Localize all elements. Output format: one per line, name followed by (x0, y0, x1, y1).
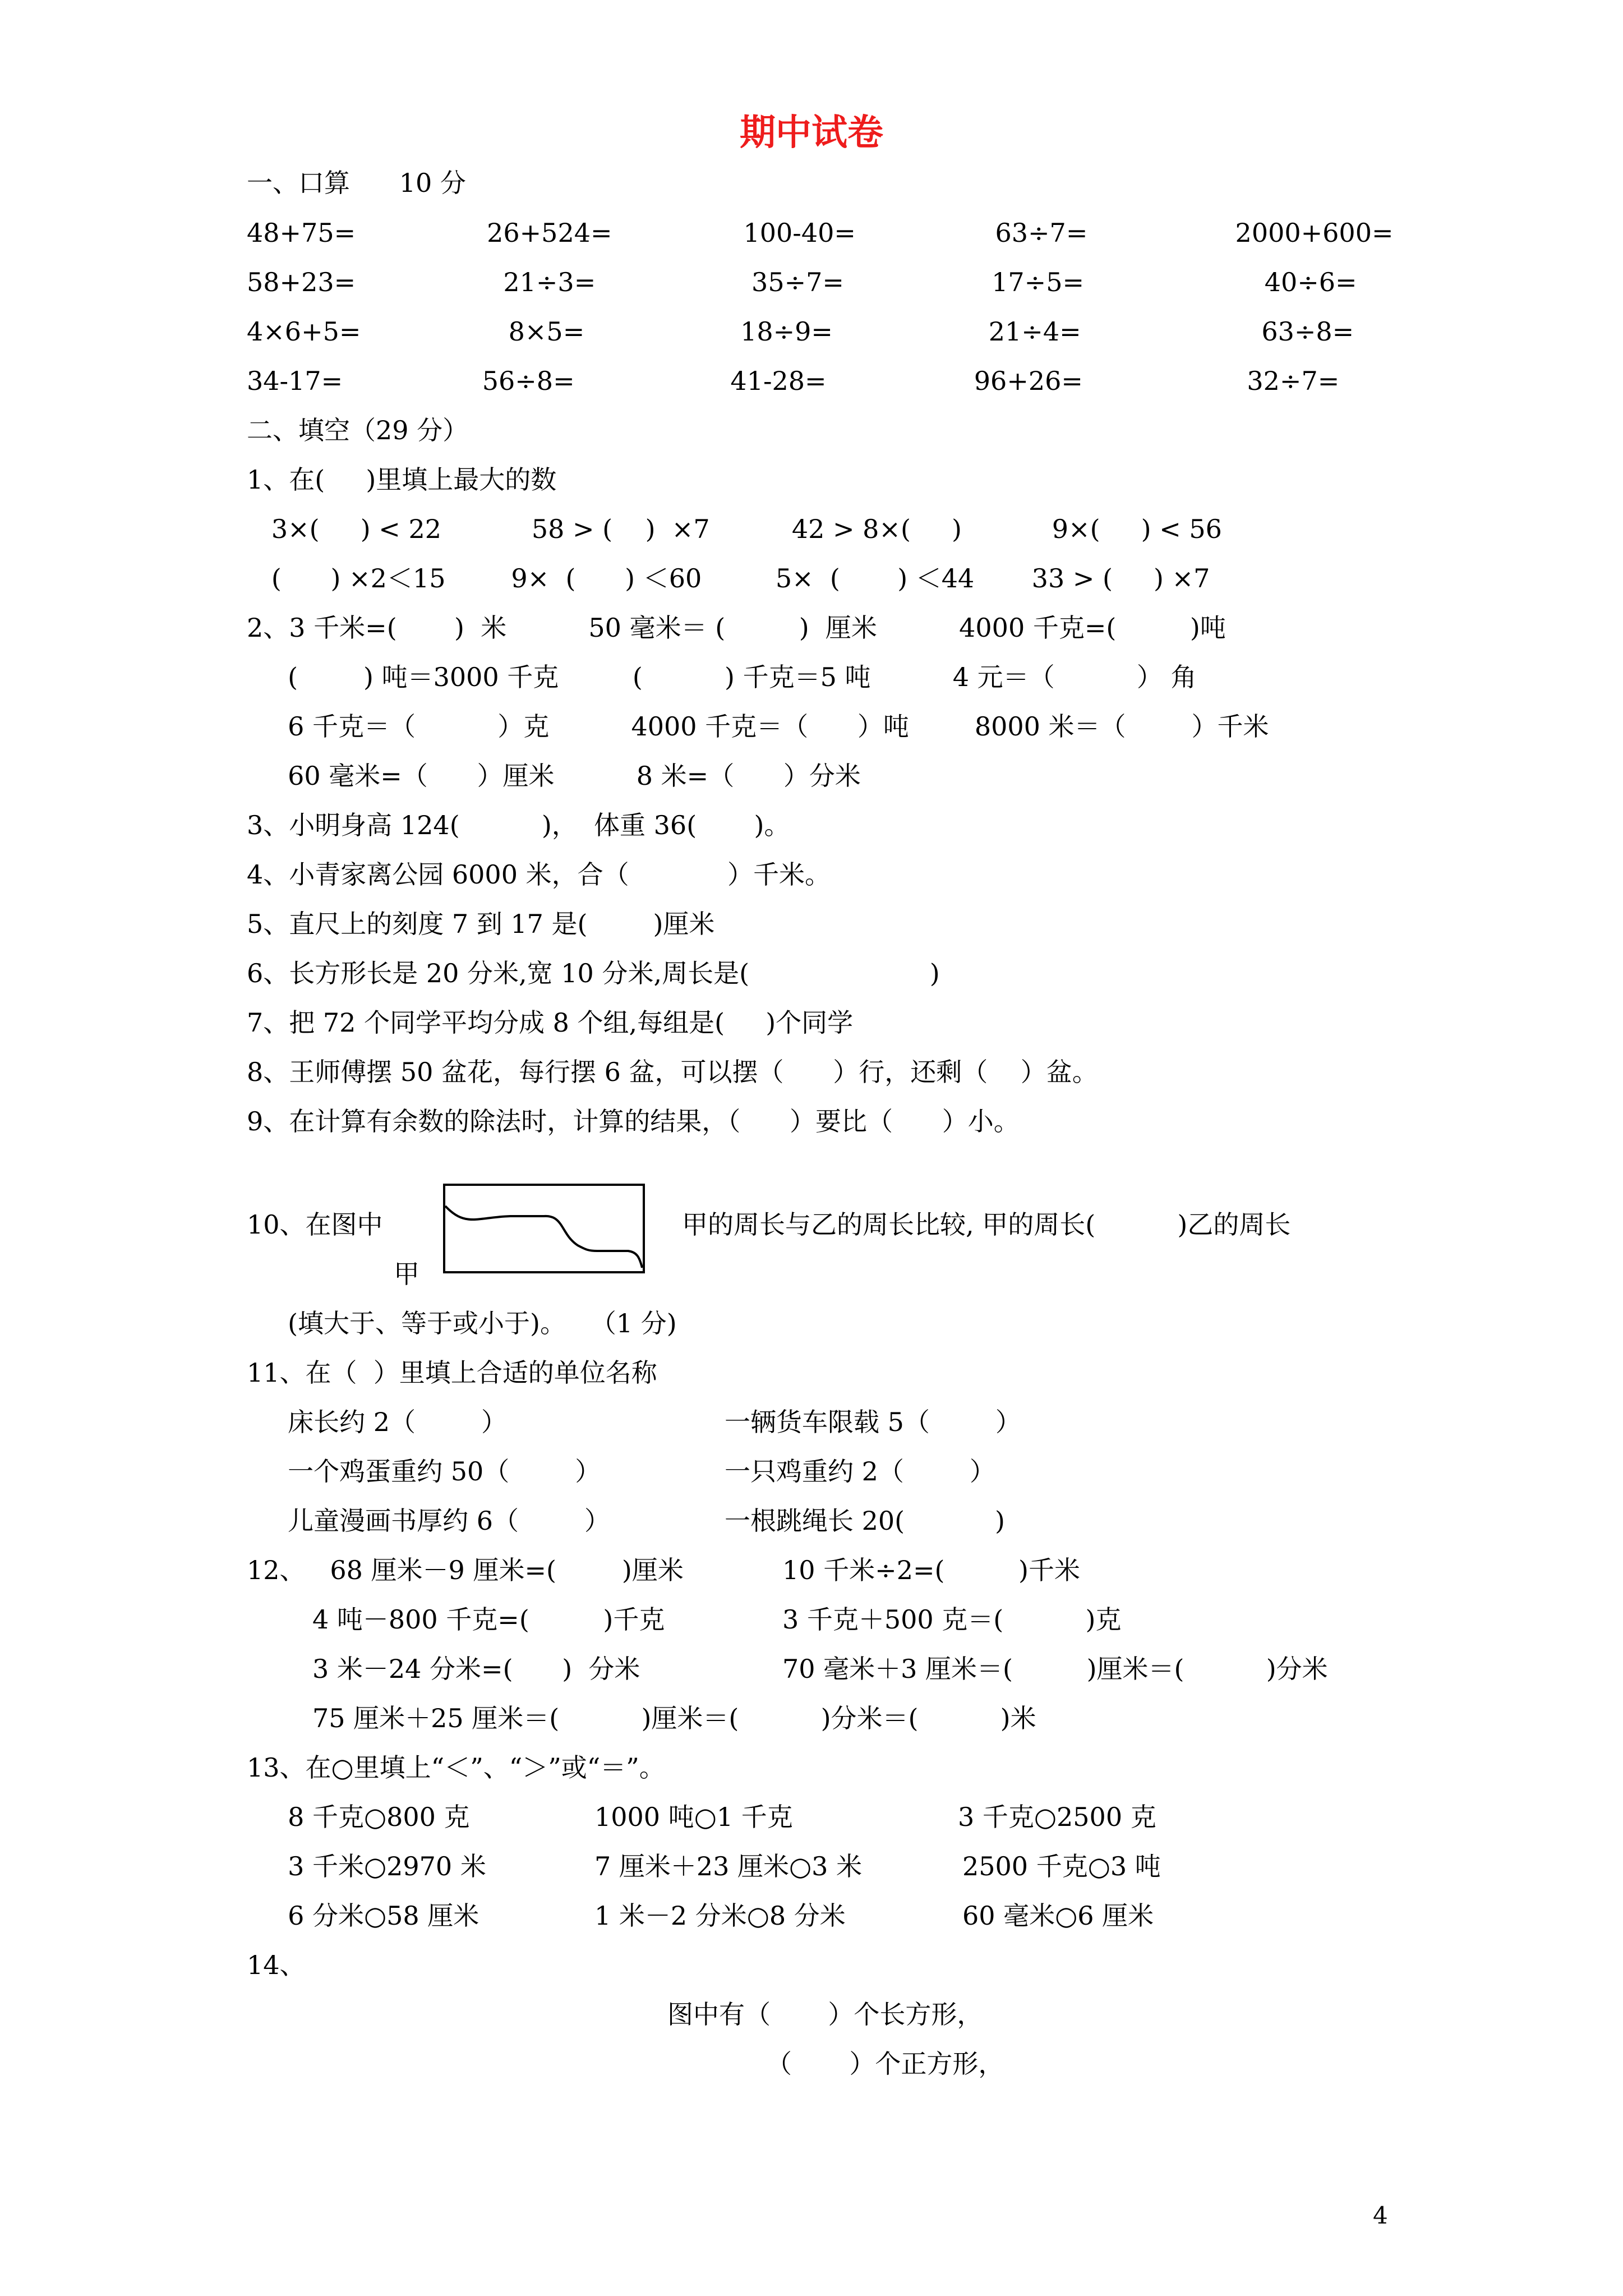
question-13-item-3: 3 千克○2500 克 (958, 1802, 1156, 1832)
question-12-item-7: 75 厘米＋25 厘米＝( )厘米＝( )分米＝( )米 (247, 1703, 1036, 1733)
question-11-item-3: 一个鸡蛋重约 50（ ） (247, 1456, 601, 1487)
question-12-item-2: 10 千米÷2=( )千米 (782, 1555, 1080, 1585)
question-2-row-1: 2、3 千米=( ) 米 50 毫米＝ ( ) 厘米 4000 千克=( )吨 (247, 613, 1226, 643)
question-12-item-5: 3 米－24 分米=( ) 分米 (247, 1654, 640, 1684)
question-11-item-1: 床长约 2（ ） (247, 1407, 507, 1437)
question-8: 8、王师傅摆 50 盆花，每行摆 6 盆，可以摆（ ）行，还剩（ ）盆。 (247, 1057, 1098, 1087)
question-2-row-3: 6 千克＝（ ）克 4000 千克＝（ ）吨 8000 米＝（ ）千米 (247, 711, 1269, 742)
question-11-item-2: 一辆货车限载 5（ ） (725, 1407, 1021, 1437)
question-6: 6、长方形长是 20 分米,宽 10 分米,周长是( ) (247, 958, 940, 988)
question-10-prefix: 10、在图中 (247, 1209, 383, 1240)
question-12-item-1: 12、 68 厘米－9 厘米=( )厘米 (247, 1555, 684, 1585)
question-7: 7、把 72 个同学平均分成 8 个组,每组是( )个同学 (247, 1007, 854, 1038)
question-13-item-1: 8 千克○800 克 (247, 1802, 470, 1832)
question-2-row-2: ( ) 吨＝3000 千克 ( ) 千克＝5 吨 4 元＝（ ） 角 (247, 662, 1197, 692)
question-4: 4、小青家离公园 6000 米，合（ ）千米。 (247, 859, 831, 890)
question-12-item-6: 70 毫米＋3 厘米＝( )厘米＝( )分米 (782, 1654, 1328, 1684)
question-13-item-2: 1000 吨○1 千克 (594, 1802, 793, 1832)
question-13-item-4: 3 千米○2970 米 (247, 1851, 486, 1881)
question-1-row-1: 3×( ) < 22 58 > ( ) ×7 42 > 8×( ) 9×( ) < 56 (247, 514, 1222, 544)
figure-outline (444, 1185, 644, 1272)
oral-row-2: 58+23= 21÷3= 35÷7= 17÷5= 40÷6= (247, 267, 1357, 297)
region-jia-label: 甲 (394, 1259, 419, 1289)
section-1-heading: 一、口算 10 分 (247, 168, 466, 198)
question-10-note: (填大于、等于或小于)。 （1 分) (247, 1308, 677, 1338)
question-11-item-5: 儿童漫画书厚约 6（ ） (247, 1506, 610, 1536)
question-13: 13、在○里填上“＜”、“＞”或“＝”。 (247, 1752, 665, 1783)
question-13-item-6: 2500 千克○3 吨 (962, 1851, 1161, 1881)
question-13-item-5: 7 厘米＋23 厘米○3 米 (594, 1851, 863, 1881)
section-2-heading: 二、填空（29 分） (247, 415, 469, 445)
page-title: 期中试卷 (740, 112, 883, 154)
question-11-item-6: 一根跳绳长 20( ) (725, 1506, 1005, 1536)
question-14-line-1: 图中有（ ）个长方形， (667, 1999, 983, 2030)
question-1: 1、在( )里填上最大的数 (247, 464, 557, 495)
question-13-item-8: 1 米－2 分米○8 分米 (594, 1901, 846, 1931)
question-13-item-9: 60 毫米○6 厘米 (962, 1901, 1154, 1931)
question-12-item-3: 4 吨－800 千克=( )千克 (247, 1604, 665, 1635)
question-10-text: 甲的周长与乙的周长比较, 甲的周长( )乙的周长 (682, 1209, 1291, 1240)
page-number: 4 (1373, 2202, 1388, 2229)
question-2-row-4: 60 毫米=（ ）厘米 8 米=（ ）分米 (247, 761, 861, 791)
question-14-line-2: （ ）个正方形， (766, 2049, 1004, 2079)
question-9: 9、在计算有余数的除法时，计算的结果，（ ）要比（ ）小。 (247, 1106, 1020, 1137)
question-12-item-4: 3 千克＋500 克＝( )克 (782, 1604, 1122, 1635)
question-3: 3、小明身高 124( )， 体重 36( )。 (247, 810, 790, 840)
question-5: 5、直尺上的刻度 7 到 17 是( )厘米 (247, 909, 715, 939)
perimeter-figure (443, 1184, 645, 1273)
question-13-item-7: 6 分米○58 厘米 (247, 1901, 479, 1931)
oral-row-3: 4×6+5= 8×5= 18÷9= 21÷4= 63÷8= (247, 316, 1354, 347)
question-11: 11、在（ ）里填上合适的单位名称 (247, 1358, 657, 1388)
oral-row-1: 48+75= 26+524= 100-40= 63÷7= 2000+600= (247, 218, 1394, 248)
question-1-row-2: ( ) ×2＜15 9× ( ) ＜60 5× ( ) ＜44 33 > ( ) ×7 (247, 563, 1210, 593)
question-14: 14、 (247, 1950, 306, 1980)
figure-dividing-curve (445, 1206, 642, 1268)
oral-row-4: 34-17= 56÷8= 41-28= 96+26= 32÷7= (247, 366, 1340, 396)
question-11-item-4: 一只鸡重约 2（ ） (725, 1456, 995, 1487)
